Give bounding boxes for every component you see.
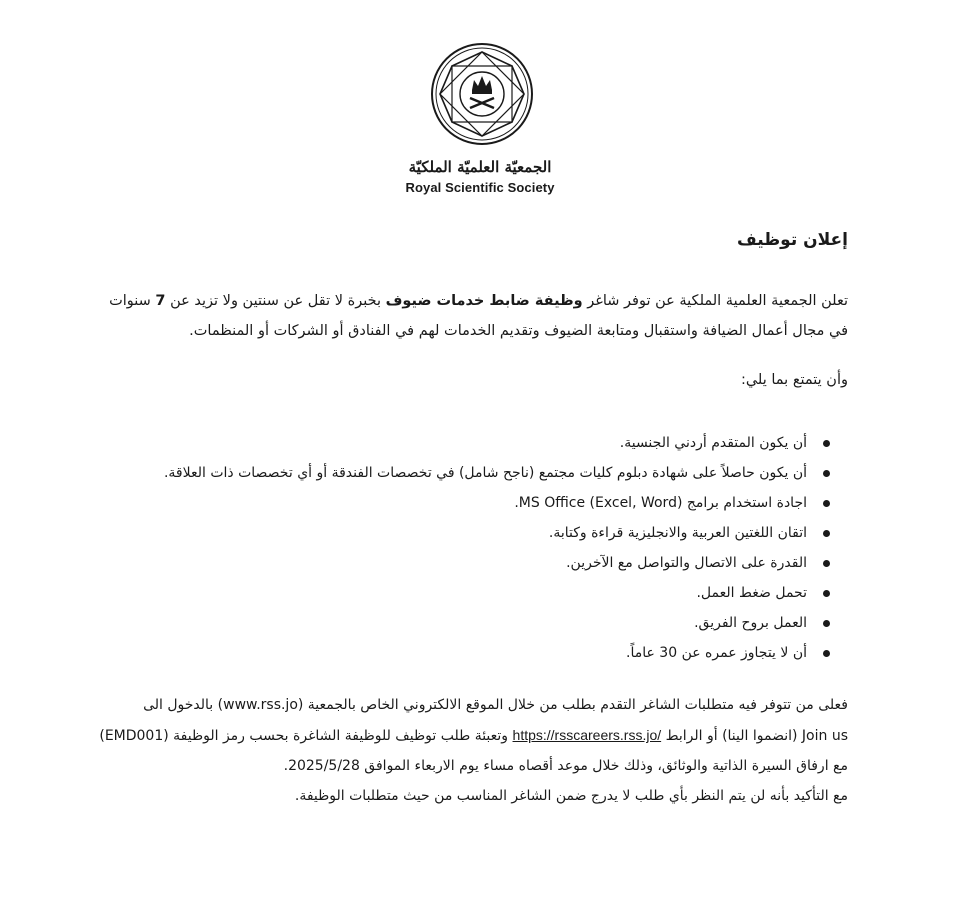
bullet-icon: [823, 560, 830, 567]
list-item: [130, 638, 830, 668]
bullet-icon: [823, 530, 830, 537]
bullet-icon: [823, 650, 830, 657]
bullet-icon: [823, 590, 830, 597]
requirements-list: [130, 428, 830, 668]
list-item: [130, 548, 830, 578]
instructions-line-1: فعلى من تتوفر فيه متطلبات الشاغر التقدم بطلب من خلال الموقع الالكتروني الخاص بالجمعية (www.rss.jo) بالدخول الى: [143, 697, 848, 713]
position-title: وظيفة ضابط خدمات ضيوف: [385, 293, 583, 309]
instructions-line-4: مع التأكيد بأنه لن يتم النظر بأي طلب لا يدرج ضمن الشاغر المناسب من حيث متطلبات الوظيفة.: [294, 788, 848, 804]
rss-emblem-icon: [430, 42, 534, 146]
requirement-text: أن يكون حاصلاً على شهادة دبلوم كليات مجتمع (ناجح شامل) في تخصصات الفندقة أو أي تخصصات ذات العلاقة.: [163, 465, 807, 481]
requirement-text: أن يكون المتقدم أردني الجنسية.: [619, 435, 807, 451]
list-item: [130, 488, 830, 518]
bullet-icon: [823, 500, 830, 507]
org-name-arabic: الجمعيّة العلميّة الملكيّة: [408, 158, 552, 176]
org-name-english: Royal Scientific Society: [405, 180, 555, 195]
list-item: [130, 518, 830, 548]
bullet-icon: [823, 620, 830, 627]
requirement-text: القدرة على الاتصال والتواصل مع الآخرين.: [566, 555, 807, 571]
page-title: إعلان توظيف: [736, 230, 848, 250]
requirement-text: اجادة استخدام برامج (Excel, Word) MS Office.: [514, 495, 807, 511]
experience-years: 7: [155, 293, 166, 309]
intro-part-2: بخبرة لا تقل عن سنتين ولا تزيد عن: [170, 293, 381, 309]
requirements-lead: وأن يتمتع بما يلي:: [740, 372, 848, 388]
instructions-line-2: [88, 720, 848, 751]
requirement-text: العمل بروح الفريق.: [694, 615, 807, 631]
intro-part-1: تعلن الجمعية العلمية الملكية عن توفر شاغر: [587, 293, 848, 309]
bullet-icon: [823, 440, 830, 447]
application-instructions: [88, 690, 848, 811]
instructions-line-2-start: Join us (انضموا الينا) أو الرابط: [665, 728, 848, 744]
careers-link[interactable]: https://rsscareers.rss.jo/: [512, 727, 662, 743]
list-item: [130, 458, 830, 488]
requirement-text: اتقان اللغتين العربية والانجليزية قراءة وكتابة.: [548, 525, 807, 541]
intro-paragraph: [108, 286, 848, 346]
list-item: [130, 578, 830, 608]
instructions-line-2-end: وتعبئة طلب توظيف للوظيفة الشاغرة بحسب رمز الوظيفة (EMD001): [99, 728, 509, 744]
list-item: [130, 428, 830, 458]
requirement-text: تحمل ضغط العمل.: [696, 585, 807, 601]
instructions-line-3: مع ارفاق السيرة الذاتية والوثائق، وذلك خلال موعد أقصاه مساء يوم الاربعاء الموافق 2025/5/28.: [283, 758, 848, 774]
list-item: [130, 608, 830, 638]
bullet-icon: [823, 470, 830, 477]
requirement-text: أن لا يتجاوز عمره عن 30 عاماً.: [626, 645, 807, 661]
intro-part-3: سنوات في مجال أعمال الضيافة واستقبال ومتابعة الضيوف وتقديم الخدمات لهم في الفنادق أو الشركات أو المنظمات.: [109, 293, 848, 339]
